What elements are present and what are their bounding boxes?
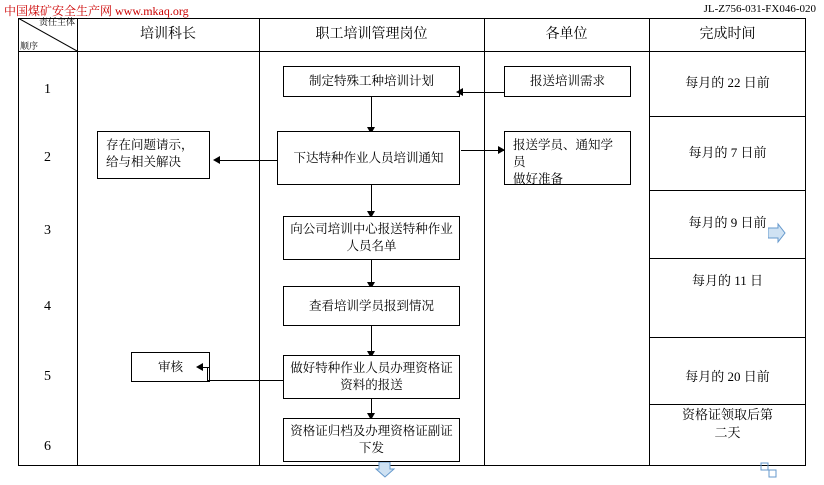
- process-box-submit-trainees-notify[interactable]: [504, 131, 631, 185]
- conn-certmat-to-review-h: [207, 380, 283, 381]
- time-cell-3: 每月的 9 日前: [688, 215, 767, 230]
- conn-certmat-review-tip: [203, 367, 209, 368]
- process-box-cert-archive-and-issue[interactable]: [283, 418, 460, 462]
- site-watermark-text: 中国煤矿安全生产网 www.mkaq.org: [4, 4, 189, 18]
- issue-resolution-line2: 给与相关解决: [106, 155, 182, 169]
- cert-archive-line1: 资格证归档及办理资格证副证: [290, 424, 453, 438]
- arrowhead-certmat-to-review: [196, 363, 203, 371]
- row-number-6: 6: [44, 439, 51, 454]
- process-box-issue-resolution[interactable]: [97, 131, 210, 179]
- conn-certmat-to-review-v: [207, 367, 208, 380]
- time-cell-1: 每月的 22 日前: [685, 75, 770, 90]
- time-divider-3: [649, 258, 806, 259]
- cert-archive-line2: 下发: [358, 441, 384, 455]
- time-cell-6-line2: 二天: [714, 425, 741, 440]
- corner-label-order: 顺序: [20, 41, 39, 51]
- conn-notice-to-issue: [218, 160, 277, 161]
- row-number-3: 3: [44, 223, 51, 238]
- header-divider: [18, 51, 806, 52]
- process-box-review[interactable]: 审核: [131, 352, 210, 382]
- document-code: JL-Z756-031-FX046-020: [703, 3, 816, 15]
- submit-trainees-line1: 报送学员、通知学员: [513, 138, 614, 169]
- roster-line2: 人员名单: [346, 239, 397, 253]
- page-marker-corner-icon: [760, 462, 778, 478]
- conn-demand-to-plan: [461, 92, 504, 93]
- time-divider-2: [649, 190, 806, 191]
- time-divider-4: [649, 337, 806, 338]
- process-box-issue-special-op-training-notice[interactable]: 下达特种作业人员培训通知: [277, 131, 460, 185]
- time-divider-1: [649, 116, 806, 117]
- time-cell-6: [649, 406, 806, 442]
- row-number-4: 4: [44, 299, 51, 314]
- time-cell-5: 每月的 20 日前: [685, 369, 770, 384]
- process-box-report-roster-to-company-center[interactable]: [283, 216, 460, 260]
- process-box-check-trainee-registration[interactable]: 查看培训学员报到情况: [283, 286, 460, 326]
- corner-label-responsibility: 责任主体: [38, 17, 75, 27]
- page-marker-bottom-icon: [374, 462, 396, 478]
- row-number-1: 1: [44, 82, 51, 97]
- column-header-units: 各单位: [545, 27, 588, 42]
- corner-header-cell: [18, 18, 77, 51]
- roster-line1: 向公司培训中心报送特种作业: [290, 222, 453, 236]
- page-marker-right-icon: [768, 222, 786, 244]
- column-header-training-management-post: 职工培训管理岗位: [315, 27, 428, 42]
- process-box-cert-material-submission[interactable]: [283, 355, 460, 399]
- column-header-training-chief: 培训科长: [140, 27, 196, 42]
- column-header-completion-time: 完成时间: [699, 27, 756, 42]
- arrowhead-notice-to-issue: [213, 156, 220, 164]
- row-number-5: 5: [44, 369, 51, 384]
- cert-material-line2: 资料的报送: [340, 378, 403, 392]
- issue-resolution-line1: 存在问题请示，: [106, 138, 194, 152]
- cert-material-line1: 做好特种作业人员办理资格证: [290, 361, 453, 375]
- process-box-make-training-plan[interactable]: 制定特殊工种培训计划: [283, 66, 460, 97]
- arrowhead-demand-to-plan: [456, 88, 463, 96]
- col-sep-2: [259, 18, 260, 466]
- process-box-submit-training-demand[interactable]: 报送培训需求: [504, 66, 631, 97]
- time-cell-2: 每月的 7 日前: [688, 145, 767, 160]
- conn-plan-to-notice: [371, 97, 372, 131]
- arrowhead-notice-to-trainees: [498, 146, 505, 154]
- time-cell-6-line1: 资格证领取后第: [681, 407, 773, 422]
- time-cell-4: 每月的 11 日: [691, 273, 764, 288]
- col-sep-1: [77, 18, 78, 466]
- submit-trainees-line2: 做好准备: [513, 172, 564, 186]
- col-sep-3: [484, 18, 485, 466]
- time-divider-5: [649, 404, 806, 405]
- row-number-2: 2: [44, 150, 51, 165]
